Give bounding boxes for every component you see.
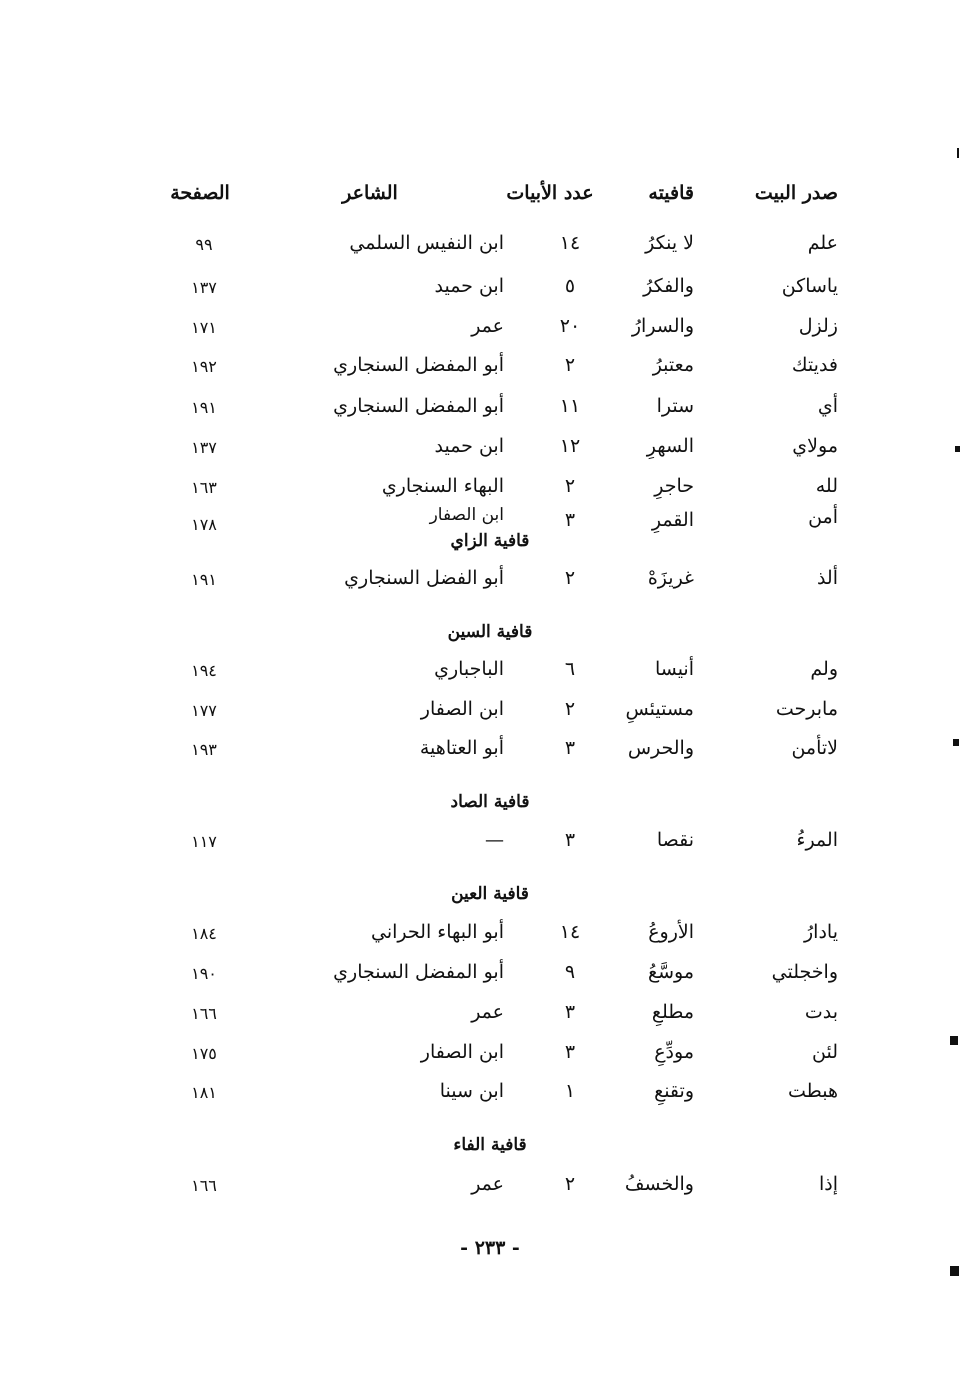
row-count: ١ [564,1080,576,1102]
row-qafiya: والحرس [627,737,694,759]
section-heading-zay: قافية الزاي [450,531,530,551]
row-qafiya: مستيئسِ [625,698,694,720]
row-page: ١٩٤ [191,661,217,680]
row-poet: أبو المفضل السنجاري [333,395,504,417]
scan-mark [955,446,960,452]
row-page: ١٣٧ [191,438,217,457]
row-count: ١٤ [559,921,581,943]
row-qafiya: الأروعُ [648,921,694,943]
header-sadr: صدر البيت [754,182,838,204]
row-qafiya: والسرارُ [631,315,694,337]
section-heading-sin: قافية السين [447,622,533,642]
row-poet: عمر [471,1001,504,1023]
scan-mark [950,1036,958,1045]
row-page: ١٦٣ [191,478,217,497]
scan-mark [953,739,959,746]
row-sadr: لله [815,475,838,497]
row-sadr: بدت [804,1001,838,1023]
row-qafiya: السهرِ [646,435,694,457]
row-page: ٩٩ [195,235,213,254]
row-poet: البهاء السنجاري [381,475,504,497]
row-count: ٣ [564,1041,576,1063]
row-qafiya: والفكرُ [643,275,694,297]
row-qafiya: أنيسا [654,658,694,680]
row-page: ١٨١ [191,1083,217,1102]
header-poet: الشاعر [342,182,398,204]
row-count: ٣ [564,1001,576,1023]
row-sadr: أمن [808,506,838,528]
row-count: ١١ [559,395,581,417]
row-sadr: فديتك [791,354,838,376]
header-qafiya: قافيته [648,182,694,204]
row-poet: أبو المفضل السنجاري [333,354,504,376]
row-count: ٣ [564,829,576,851]
row-page: ١٩١ [191,398,217,417]
row-page: ١٦٦ [191,1004,217,1023]
row-count: ٢ [564,567,576,589]
row-sadr: المرءُ [796,829,838,851]
row-qafiya: معتبرُ [652,354,694,376]
row-poet: ابن حميد [434,435,504,457]
row-poet: ابن النفيس السلمي [349,232,504,254]
row-qafiya: مودِّعِ [654,1041,694,1063]
row-page: ١٧٧ [191,701,217,720]
row-qafiya: سترا [656,395,694,417]
row-sadr: واخجلتي [771,961,838,983]
header-count: عدد الأبيات [506,182,594,204]
page-number: - ٢٣٣ - [460,1237,520,1259]
section-heading-sad: قافية الصاد [450,792,530,812]
row-count: ٢ [564,354,576,376]
row-sadr: إذا [818,1173,838,1195]
row-page: ١٩٢ [191,357,217,376]
row-count: ١٢ [559,435,581,457]
row-page: ١٦٦ [191,1176,217,1195]
row-sadr: لاتأمن [791,737,838,759]
row-count: ٦ [564,658,576,680]
row-count: ٣ [564,509,576,531]
row-qafiya: موسَّعُ [647,961,694,983]
row-count: ٢ [564,1173,576,1195]
section-heading-fa: قافية الفاء [453,1135,527,1155]
row-count: ٢٠ [559,315,581,337]
row-poet: ابن سينا [439,1080,504,1102]
row-poet: عمر [471,315,504,337]
row-poet: أبو الفضل السنجاري [344,567,504,589]
row-sadr: علم [807,232,838,254]
row-qafiya: غريزَهْ [647,567,694,589]
scan-mark [950,1266,959,1276]
row-page: ١٩١ [191,570,217,589]
row-poet: ابن الصفار [429,505,504,525]
row-sadr: لئن [812,1041,838,1063]
row-page: ١٧١ [191,318,217,337]
row-count: ٣ [564,737,576,759]
row-qafiya: وتقنعِ [654,1080,694,1102]
row-page: ١٨٤ [191,924,217,943]
row-poet: الباجباري [434,658,504,680]
row-sadr: أي [817,395,838,417]
row-poet: أبو العتاهية [419,737,504,759]
row-sadr: مولاي [792,435,838,457]
row-poet: عمر [471,1173,504,1195]
row-qafiya: والخسفُ [624,1173,694,1195]
row-page: ١٧٨ [191,515,217,534]
header-page: الصفحة [170,182,230,204]
row-count: ٢ [564,475,576,497]
row-sadr: ياساكن [781,275,838,297]
row-qafiya: لا ينكرُ [645,232,694,254]
row-sadr: ألذ [816,567,838,589]
row-page: ١٩٣ [191,740,217,759]
row-poet: أبو البهاء الحراني [371,921,504,943]
scan-mark [957,148,959,158]
row-count: ٢ [564,698,576,720]
row-poet: — [485,829,504,851]
row-sadr: هبطت [788,1080,838,1102]
row-sadr: زلزل [798,315,838,337]
row-poet: ابن الصفار [420,1041,504,1063]
row-qafiya: نقصا [656,829,694,851]
row-count: ٩ [564,961,576,983]
row-count: ٥ [564,275,576,297]
row-page: ١٣٧ [191,278,217,297]
row-page: ١١٧ [191,832,217,851]
row-poet: أبو المفضل السنجاري [333,961,504,983]
row-sadr: يادارُ [804,921,838,943]
row-poet: ابن حميد [434,275,504,297]
row-qafiya: حاجرِ [654,475,694,497]
row-qafiya: مطلعِ [651,1001,694,1023]
row-sadr: مابرحت [775,698,838,720]
row-sadr: ولم [810,658,838,680]
row-page: ١٩٠ [191,964,217,983]
row-page: ١٧٥ [191,1044,217,1063]
row-qafiya: القمرِ [651,509,694,531]
row-poet: ابن الصفار [420,698,504,720]
row-count: ١٤ [559,232,581,254]
section-heading-ayn: قافية العين [451,884,529,904]
